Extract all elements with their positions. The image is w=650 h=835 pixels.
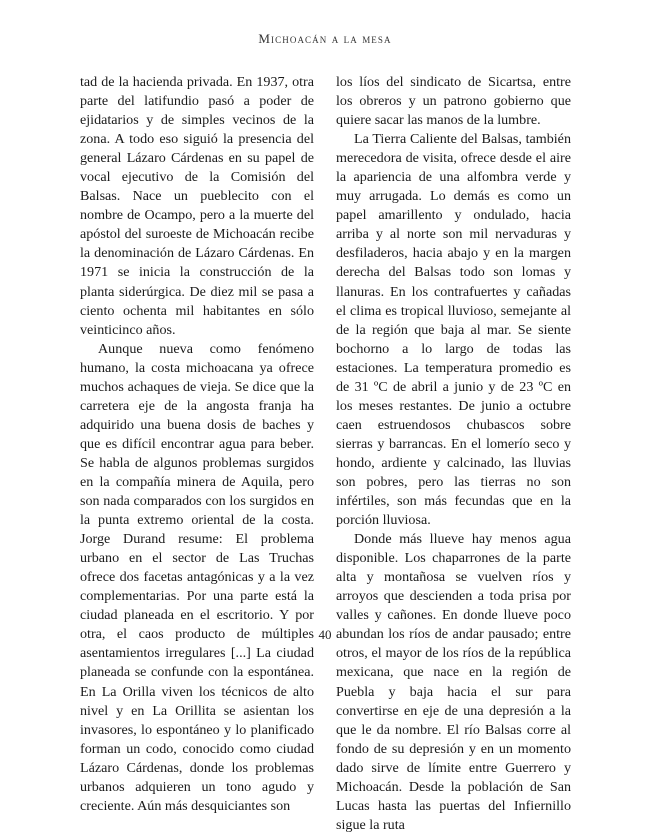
paragraph: Donde más llueve hay menos agua disponible. Los chaparrones de la parte alta y montañosa se vuelven ríos y arroyos que descienden a toda prisa por valles y cañones. En donde llueve poco abundan los ríos de andar pausado; entre otros, el mayor de los ríos de la república mexicana, que nace en la región de Puebla y baja hacia el sur para convertirse en eje de una depresión a la que le da nombre. El río Balsas corre al fondo de su depresión y en un momento dado sirve de límite entre Guerrero y Michoacán. Desde la población de San Lucas hasta las puertas del Infiernillo sigue la ruta <box>336 531 571 833</box>
paragraph: La Tierra Caliente del Balsas, también merecedora de visita, ofrece desde el aire la apariencia de una alfombra verde y muy arrugada. Lo demás es como un papel amarillento y ondulado, hacia arriba y al norte son mil nervaduras y desfiladeros, hacia abajo y en la margen derecha del Balsas todo son lomas y llanuras. En los contrafuertes y cañadas el clima es tropical lluvioso, semejante al de la región que baja al mar. Se siente bochorno a lo largo de todas las estaciones. La temperatura promedio es de 31 ºC de abril a junio y de 23 ºC en los meses restantes. De junio a octubre caen estruendosos chubascos sobre sierras y barrancas. En el lomerío seco y hondo, ardiente y calcinado, las lluvias son pobres, pero las tierras no son infértiles, son más fecundas que en la porción lluviosa. <box>336 131 571 529</box>
paragraph: tad de la hacienda privada. En 1937, otra parte del latifundio pasó a poder de ejidatarios y de simples vecinos de la zona. A todo eso siguió la presencia del general Lázaro Cárdenas en su papel de vocal ejecutivo de la Comisión del Balsas. Nace un pueblecito con el nombre de Ocampo, pero a la muerte del apóstol del suroeste de Michoacán recibe la denominación de Lázaro Cárdenas. En 1971 se inicia la construcción de la planta siderúrgica. De diez mil se pasa a ciento ochenta mil habitantes en sólo veinticinco años. <box>80 74 314 338</box>
paragraph: los líos del sindicato de Sicartsa, entre los obreros y un patrono gobierno que quiere sacar las manos de la lumbre. <box>336 74 571 129</box>
left-text-column <box>80 73 314 816</box>
paragraph: Aunque nueva como fenómeno humano, la costa michoacana ya ofrece muchos achaques de vieja. Se dice que la carretera eje de la angosta franja ha adquirido una buena dosis de baches y que es difícil encontrar agua para beber. Se habla de algunos problemas surgidos en la compañía minera de Aquila, pero son nada comparados con los surgidos en la punta extremo oriental de la costa. Jorge Durand resume: El problema urbano en el sector de Las Truchas ofrece dos facetas antagónicas y a la vez complementarias. Por una parte está la ciudad planeada en el escritorio. Y por otra, el caos producto de múltiples asentamientos irregulares [...] La ciudad planeada se confunde con la espontánea. En La Orilla viven los técnicos de alto nivel y en La Orillita se asientan los invasores, lo espontáneo y lo planificado forman un codo, conocido como ciudad Lázaro Cárdenas, donde los problemas urbanos adquieren un tono agudo y creciente. Aún más desquiciantes son <box>80 340 314 814</box>
page-number: 40 <box>318 627 332 642</box>
right-text-column <box>336 73 571 835</box>
running-header: Michoacán a la mesa <box>258 31 392 46</box>
